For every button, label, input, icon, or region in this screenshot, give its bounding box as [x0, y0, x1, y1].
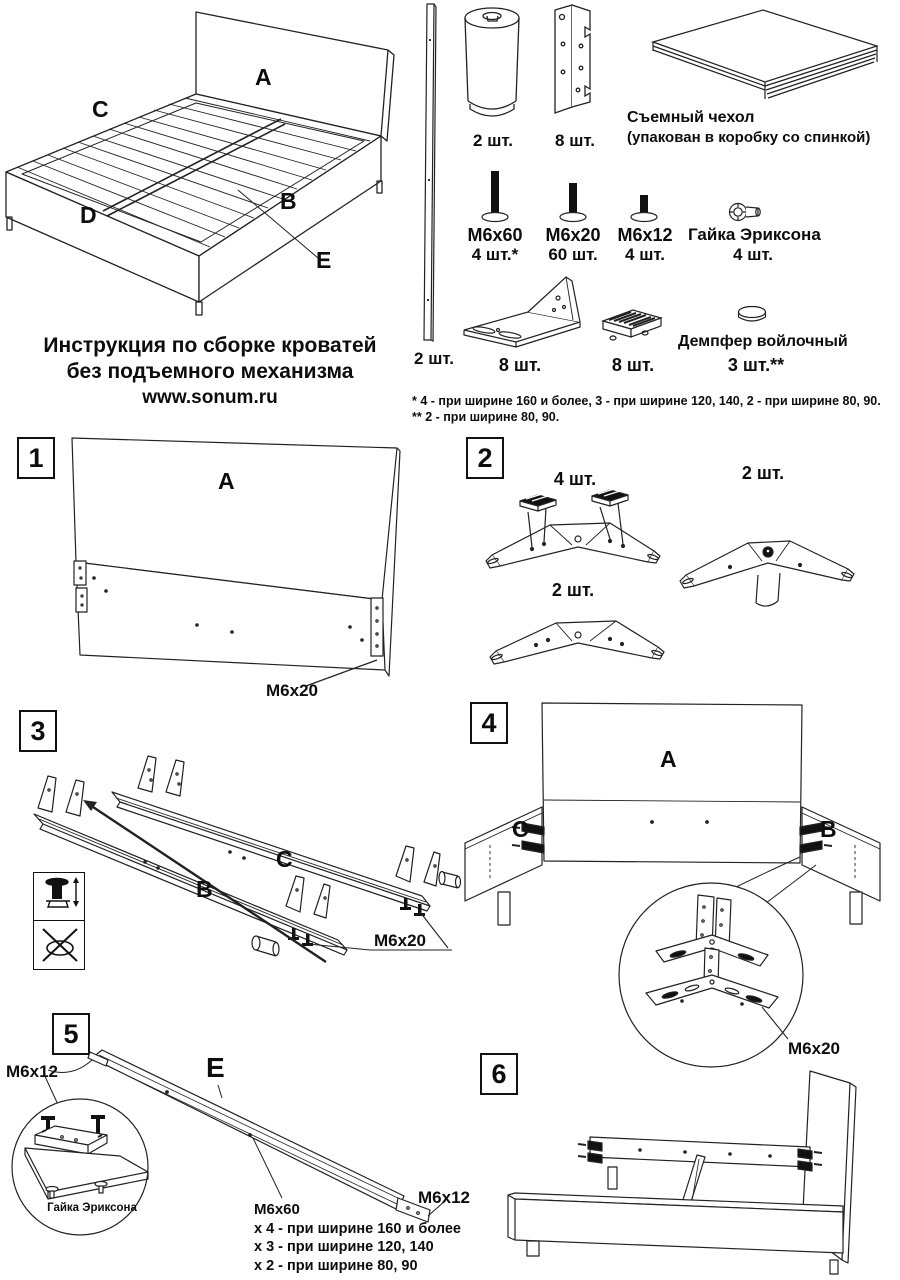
part-leg-qty: 2 шт.	[473, 131, 513, 150]
step-5-nut-label: Гайка Эриксона	[47, 1202, 137, 1214]
part-cover-drawing	[645, 6, 885, 108]
title-line2: без подъемного механизма	[66, 360, 354, 383]
step-5-label-e: E	[206, 1052, 225, 1083]
step-4-digit: 4	[481, 707, 497, 738]
step-2-qty-plates: 2 шт.	[551, 580, 595, 600]
step-3-fastener-label: M6x20	[374, 931, 426, 950]
step-3-legend-allowed	[33, 872, 85, 922]
part-erikson-nut-drawing	[727, 201, 769, 225]
document-title	[10, 333, 410, 385]
step-4-label-a: A	[660, 746, 677, 772]
step-2-digit: 2	[477, 442, 493, 473]
part-big-bracket-drawing	[458, 272, 588, 350]
part-erikson-nut-name: Гайка Эриксона	[688, 225, 821, 244]
step-5-bolt-note1: x 4 - при ширине 160 и более	[254, 1220, 461, 1237]
step-5-digit: 5	[63, 1018, 79, 1049]
step-1-number	[17, 437, 55, 479]
part-slat-block-qty: 8 шт.	[611, 355, 655, 375]
part-bolt-m6x12-drawing	[627, 193, 661, 225]
no-tool-icon	[34, 921, 84, 969]
part-bolt-m6x60-qty: 4 шт.*	[471, 245, 519, 264]
title-line1: Инструкция по сборке кроватей	[43, 334, 377, 357]
overview-label-b: B	[280, 188, 297, 214]
step-5-bolt-note2: x 3 - при ширине 120, 140	[254, 1239, 434, 1255]
overview-label-a: A	[255, 64, 272, 90]
part-felt-damper-name: Демпфер войлочный	[678, 333, 848, 350]
part-cover-name: Съемный чехол	[627, 109, 755, 126]
step-3-label-c: C	[276, 846, 293, 872]
step-2-qty-leg-plates: 2 шт.	[741, 463, 785, 483]
website-url: www.sonum.ru	[142, 387, 278, 408]
part-felt-damper-drawing	[735, 303, 775, 331]
step-3-legend-forbidden	[33, 920, 85, 970]
step-5-bolt-notes	[254, 1201, 461, 1275]
part-cover-note: (упакован в коробку со спинкой)	[627, 129, 871, 146]
step-4-label-c: C	[512, 816, 529, 842]
step-2-drawing	[460, 455, 900, 685]
step-4-label-b: B	[820, 816, 837, 842]
step-1-fastener-label: M6x20	[266, 681, 318, 700]
step-5-m6x12-right-label: M6x12	[418, 1188, 470, 1207]
overview-label-d: D	[80, 202, 97, 228]
step-6-drawing	[500, 1055, 900, 1280]
overview-label-c: C	[92, 96, 109, 122]
part-corner-angle-qty: 8 шт.	[555, 131, 595, 150]
part-bolt-m6x12-qty: 4 шт.	[625, 245, 665, 264]
part-bolt-m6x60-drawing	[478, 169, 512, 225]
part-leg-drawing	[461, 4, 525, 124]
footnotes	[412, 394, 896, 425]
part-side-slat-drawing	[414, 0, 450, 348]
step-3-label-b: B	[196, 876, 213, 902]
step-3-digit: 3	[30, 715, 46, 746]
part-bolt-m6x20-drawing	[556, 181, 590, 225]
step-5-bolt-name: M6x60	[254, 1201, 300, 1218]
part-bolt-m6x20-name: M6x20	[545, 225, 601, 245]
step-2-qty-blocks: 4 шт.	[553, 469, 597, 489]
part-bolt-m6x20-qty: 60 шт.	[548, 245, 598, 264]
part-slat-block-drawing	[597, 305, 669, 349]
leg-adjust-icon	[34, 873, 84, 921]
step-1-digit: 1	[28, 442, 44, 473]
part-erikson-nut-qty: 4 шт.	[733, 245, 773, 264]
step-4-drawing	[460, 695, 900, 1080]
footnote-1: * 4 - при ширине 160 и более, 3 - при ширине 120, 140, 2 - при ширине 80, 90.	[412, 394, 881, 408]
step-5-m6x12-left-label: M6x12	[6, 1062, 58, 1081]
part-felt-damper-qty: 3 шт.**	[727, 355, 785, 375]
bed-overview-drawing	[0, 0, 412, 318]
part-bolt-m6x12-name: M6x12	[617, 225, 673, 245]
step-6-digit: 6	[491, 1058, 507, 1089]
part-side-slat-qty: 2 шт.	[414, 349, 454, 368]
overview-label-e: E	[316, 247, 332, 273]
step-1-label-a: A	[218, 468, 235, 494]
footnote-2: ** 2 - при ширине 80, 90.	[412, 409, 560, 424]
step-5-bolt-note3: x 2 - при ширине 80, 90	[254, 1257, 418, 1274]
part-big-bracket-qty: 8 шт.	[498, 355, 542, 375]
part-corner-angle-drawing	[545, 2, 605, 118]
part-bolt-m6x60-name: M6x60	[467, 225, 523, 245]
step-4-fastener-label: M6x20	[788, 1039, 840, 1058]
